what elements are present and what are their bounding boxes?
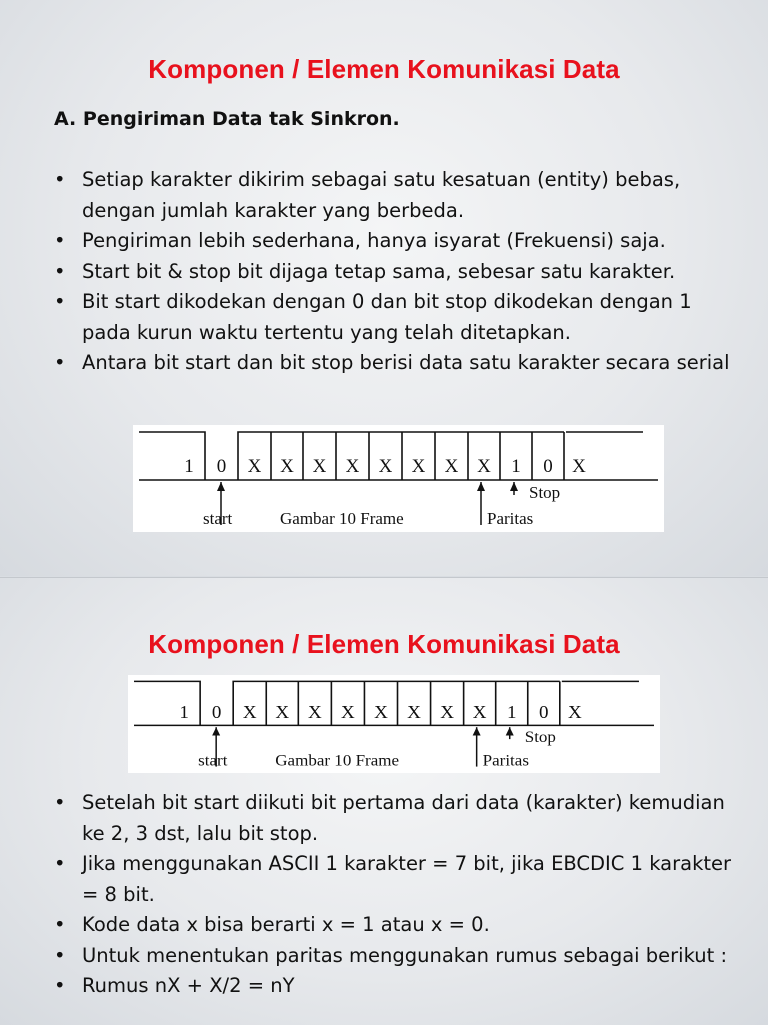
frame-bit-label: 0 xyxy=(539,702,549,722)
list-item: • Rumus nX + X/2 = nY xyxy=(52,971,742,1002)
list-item: • Setiap karakter dikirim sebagai satu kesatuan (entity) bebas, dengan jumlah karakter yang berbeda. xyxy=(52,165,742,226)
stop-arrow-head xyxy=(506,727,514,735)
list-item: • Start bit & stop bit dijaga tetap sama, sebesar satu karakter. xyxy=(52,257,742,288)
parity-arrow-head xyxy=(477,482,485,491)
slide-title: Komponen / Elemen Komunikasi Data xyxy=(148,629,620,659)
frame-bit-label: X xyxy=(472,702,487,722)
frame-bit-label: 0 xyxy=(211,702,222,722)
stop-label: Stop xyxy=(529,483,561,502)
stop-arrow-head xyxy=(510,482,518,491)
frame-bit-label: 0 xyxy=(543,456,553,477)
frame-bit-label: X xyxy=(572,456,586,477)
list-item: • Jika menggunakan ASCII 1 karakter = 7 bit, jika EBCDIC 1 karakter = 8 bit. xyxy=(52,849,742,910)
bullet-list xyxy=(52,788,742,1002)
parity-arrow-head xyxy=(473,727,481,735)
list-item: • Bit start dikodekan dengan 0 dan bit stop dikodekan dengan 1 pada kurun waktu tertentu yang telah ditetapkan. xyxy=(52,287,742,348)
frame-caption: Gambar 10 Frame xyxy=(280,509,404,528)
start-label: start xyxy=(203,509,233,528)
list-item: • Kode data x bisa berarti x = 1 atau x = 0. xyxy=(52,910,742,941)
frame-bit-label: X xyxy=(242,702,257,722)
parity-label: Paritas xyxy=(482,751,529,770)
frame-diagram-svg xyxy=(133,425,664,532)
frame-bit-label: X xyxy=(345,456,360,477)
slide-2 xyxy=(0,577,768,1025)
list-item: • Pengiriman lebih sederhana, hanya isyarat (Frekuensi) saja. xyxy=(52,226,742,257)
frame-bit-label: X xyxy=(407,702,421,722)
start-label: start xyxy=(198,751,228,770)
frame-bit-label: X xyxy=(275,702,290,722)
frame-bit-label: 1 xyxy=(506,702,517,722)
frame-caption: Gambar 10 Frame xyxy=(275,751,400,770)
frame-bit-label: X xyxy=(444,456,459,477)
list-item: • Setelah bit start diikuti bit pertama dari data (karakter) kemudian ke 2, 3 dst, lalu bit stop. xyxy=(52,788,742,849)
frame-bit-label: X xyxy=(307,702,322,722)
frame-bit-label: 0 xyxy=(216,456,227,477)
frame-bit-label: X xyxy=(374,702,388,722)
frame-bit-label: 1 xyxy=(511,456,521,477)
frame-bit-label: X xyxy=(440,702,454,722)
frame-bit-label: X xyxy=(341,702,355,722)
start-arrow-head xyxy=(212,727,220,735)
list-item: • Untuk menentukan paritas menggunakan rumus sebagai berikut : xyxy=(52,941,742,972)
frame-diagram-svg xyxy=(128,675,660,773)
stop-label: Stop xyxy=(524,727,556,746)
start-arrow-head xyxy=(217,482,225,491)
frame-diagram xyxy=(128,675,660,773)
parity-label: Paritas xyxy=(487,509,534,528)
frame-bit-label: X xyxy=(247,456,262,477)
frame-bit-label: 1 xyxy=(184,456,194,477)
frame-bit-label: X xyxy=(378,456,393,477)
frame-bit-label: X xyxy=(411,456,426,477)
slide-title: Komponen / Elemen Komunikasi Data xyxy=(148,54,620,84)
frame-bit-label: X xyxy=(567,702,582,722)
frame-bit-label: 1 xyxy=(179,702,189,722)
bullet-list xyxy=(52,165,742,379)
frame-diagram xyxy=(133,425,664,532)
section-heading: A. Pengiriman Data tak Sinkron. xyxy=(54,108,400,130)
list-item: • Antara bit start dan bit stop berisi data satu karakter secara serial xyxy=(52,348,742,379)
frame-bit-label: X xyxy=(312,456,327,477)
frame-bit-label: X xyxy=(477,456,491,477)
frame-bit-label: X xyxy=(280,456,294,477)
